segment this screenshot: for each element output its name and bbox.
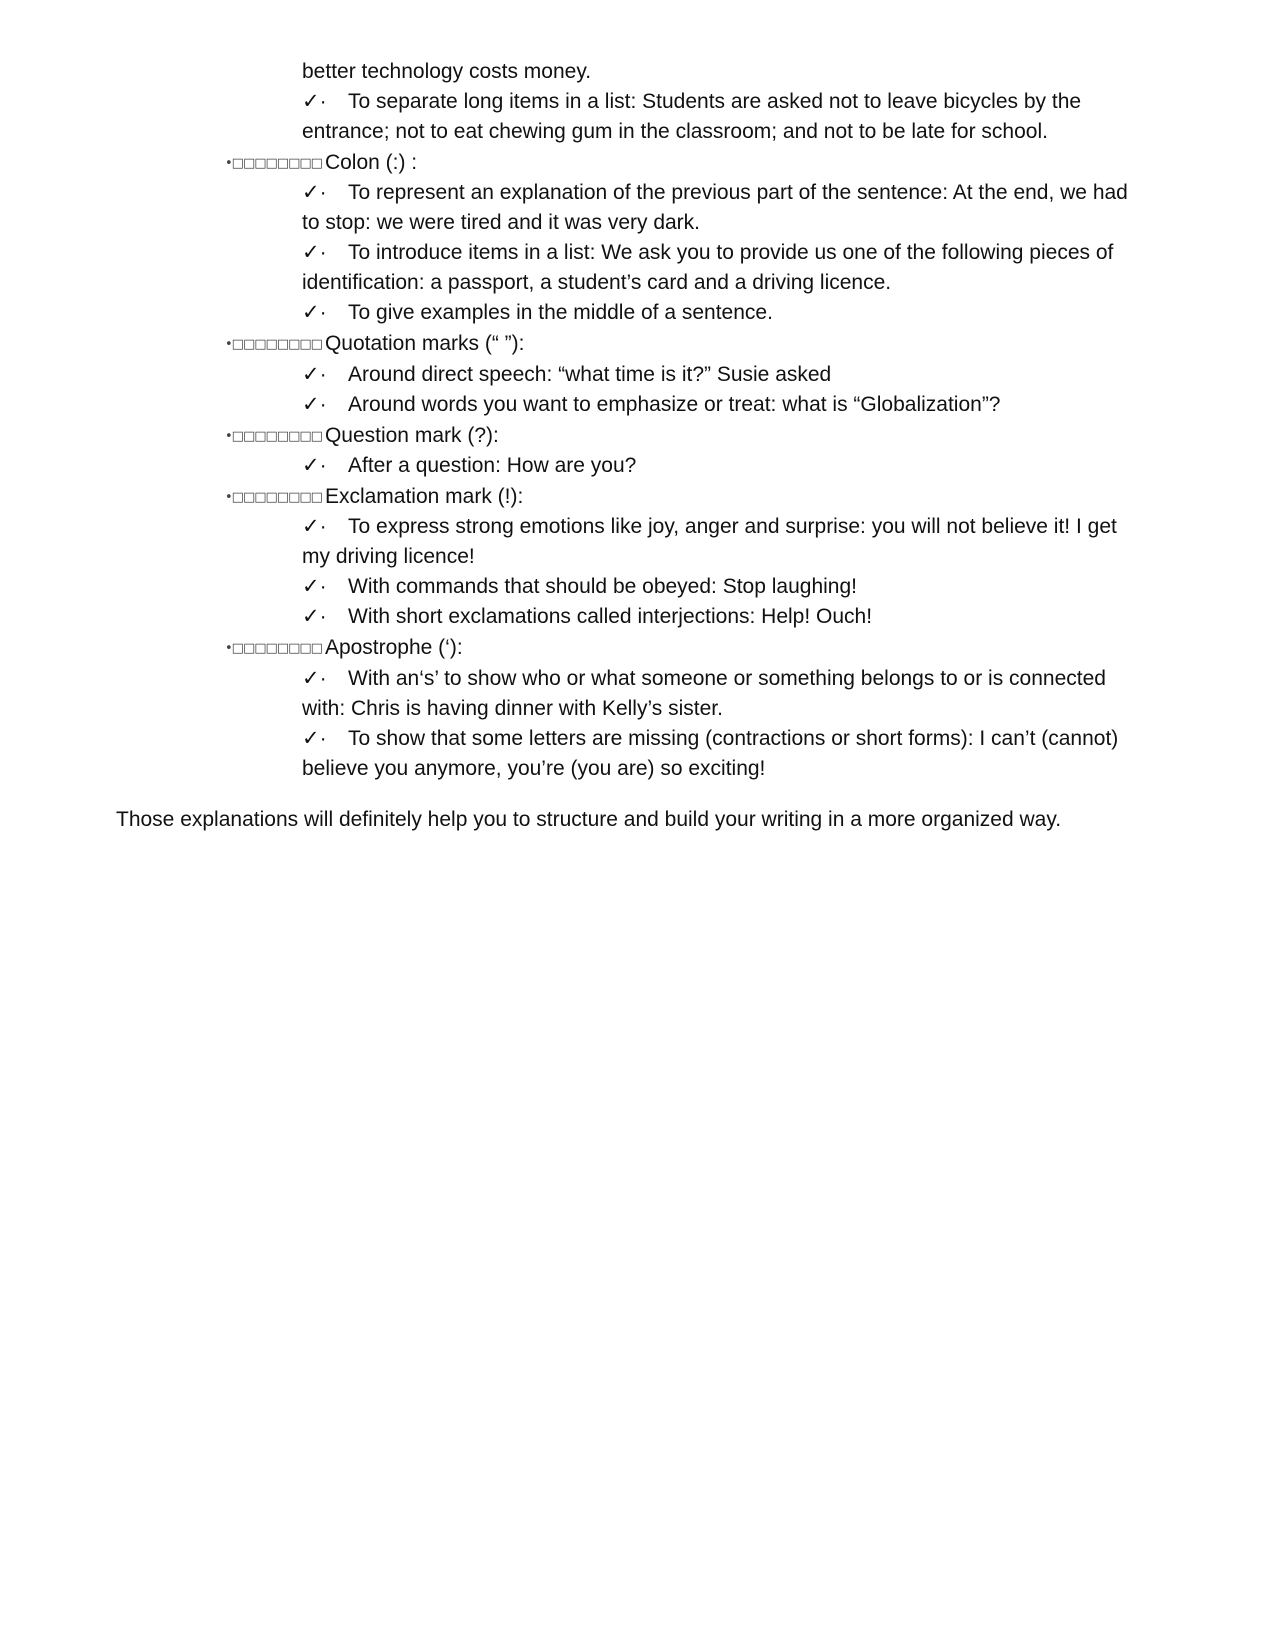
check-icon: ✓· <box>302 515 327 538</box>
text-line: to stop: we were tired and it was very dark. <box>302 211 701 234</box>
section-heading-colon: •□□□□□□□□ Colon (:) : <box>225 148 417 179</box>
bullet-icon: •□□□□□□□□ <box>225 641 322 656</box>
list-item: ✓· To show that some letters are missing (contractions or short forms): I can’t (cannot) <box>302 724 1118 754</box>
check-icon: ✓· <box>302 575 327 598</box>
section-heading-exclamation-mark: •□□□□□□□□ Exclamation mark (!): <box>225 482 523 513</box>
check-icon: ✓· <box>302 90 327 113</box>
check-icon: ✓· <box>302 241 327 264</box>
list-item: ✓· To introduce items in a list: We ask you to provide us one of the following pieces of <box>302 238 1113 268</box>
list-item: ✓· To express strong emotions like joy, anger and surprise: you will not believe it! I get <box>302 512 1117 542</box>
text-line: believe you anymore, you’re (you are) so exciting! <box>302 757 766 780</box>
text-line: my driving licence! <box>302 545 475 568</box>
check-icon: ✓· <box>302 605 327 628</box>
bullet-icon: •□□□□□□□□ <box>225 490 322 505</box>
list-item: ✓· To give examples in the middle of a sentence. <box>302 298 773 328</box>
list-item: ✓· With an‘s’ to show who or what someone or something belongs to or is connected <box>302 664 1106 694</box>
section-heading-quotation-marks: •□□□□□□□□ Quotation marks (“ ”): <box>225 329 524 360</box>
section-heading-question-mark: •□□□□□□□□ Question mark (?): <box>225 421 499 452</box>
check-icon: ✓· <box>302 727 327 750</box>
list-item: ✓· With short exclamations called interjections: Help! Ouch! <box>302 602 872 632</box>
check-icon: ✓· <box>302 454 327 477</box>
list-item: ✓· Around words you want to emphasize or treat: what is “Globalization”? <box>302 390 1001 420</box>
bullet-icon: •□□□□□□□□ <box>225 156 322 171</box>
list-item: ✓· To represent an explanation of the previous part of the sentence: At the end, we had <box>302 178 1128 208</box>
text-line: entrance; not to eat chewing gum in the classroom; and not to be late for school. <box>302 120 1048 143</box>
list-item: ✓· To separate long items in a list: Students are asked not to leave bicycles by the <box>302 87 1081 117</box>
bullet-icon: •□□□□□□□□ <box>225 429 322 444</box>
check-icon: ✓· <box>302 393 327 416</box>
check-icon: ✓· <box>302 667 327 690</box>
section-heading-apostrophe: •□□□□□□□□ Apostrophe (‘): <box>225 633 463 664</box>
text-line: with: Chris is having dinner with Kelly’s sister. <box>302 697 723 720</box>
text-line: better technology costs money. <box>302 60 592 83</box>
list-item: ✓· Around direct speech: “what time is it?” Susie asked <box>302 360 831 390</box>
list-item: ✓· After a question: How are you? <box>302 451 636 481</box>
check-icon: ✓· <box>302 181 327 204</box>
check-icon: ✓· <box>302 363 327 386</box>
closing-paragraph: Those explanations will definitely help you to structure and build your writing in a more organized way. <box>116 808 1062 831</box>
bullet-icon: •□□□□□□□□ <box>225 337 322 352</box>
check-icon: ✓· <box>302 301 327 324</box>
list-item: ✓· With commands that should be obeyed: Stop laughing! <box>302 572 857 602</box>
text-line: identification: a passport, a student’s card and a driving licence. <box>302 271 892 294</box>
